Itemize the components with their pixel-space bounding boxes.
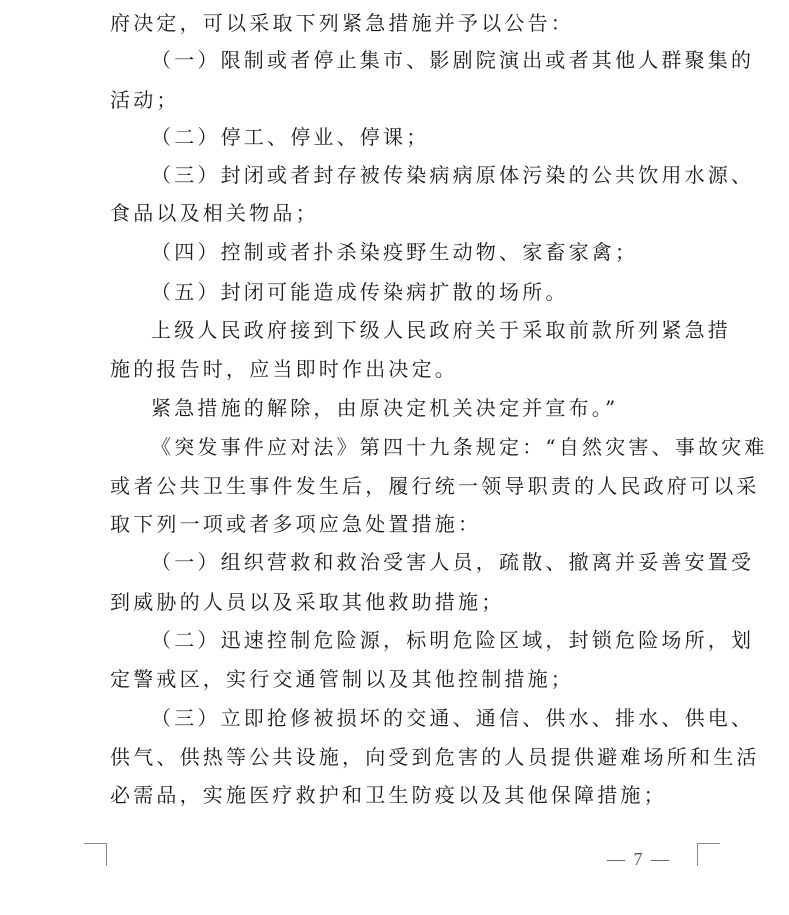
text-line: （二）迅速控制危险源，标明危险区域，封锁危险场所，划 <box>151 628 755 652</box>
text-line: （一）组织营救和救治受害人员，疏散、撤离并妥善安置受 <box>151 550 755 574</box>
text-line: 到威胁的人员以及采取其他救助措施； <box>110 590 505 614</box>
text-line: （二）停工、停业、停课； <box>151 125 430 149</box>
text-line: 供气、供热等公共设施，向受到危害的人员提供避难场所和生活 <box>110 745 760 769</box>
text-line: 府决定，可以采取下列紧急措施并予以公告： <box>110 11 574 35</box>
left-crop-mark <box>84 843 107 866</box>
page-number: — 7 — <box>607 849 671 869</box>
text-line: （三）封闭或者封存被传染病病原体污染的公共饮用水源、 <box>151 163 755 187</box>
text-line: 活动； <box>110 88 180 112</box>
text-line: 定警戒区，实行交通管制以及其他控制措施； <box>110 667 574 691</box>
text-line: （三）立即抢修被损坏的交通、通信、供水、排水、供电、 <box>151 706 755 730</box>
text-line: （一）限制或者停止集市、影剧院演出或者其他人群聚集的 <box>151 48 755 72</box>
text-line: 或者公共卫生事件发生后，履行统一领导职责的人民政府可以采 <box>110 474 760 498</box>
text-line: 施的报告时，应当即时作出决定。 <box>110 357 458 381</box>
text-line: 食品以及相关物品； <box>110 201 319 225</box>
text-line: 紧急措施的解除，由原决定机关决定并宣布。” <box>151 396 619 420</box>
text-line: 取下列一项或者多项应急处置措施： <box>110 512 482 536</box>
text-line: 《突发事件应对法》第四十九条规定：“自然灾害、事故灾难 <box>151 435 768 459</box>
right-crop-mark <box>697 843 720 866</box>
text-line: 上级人民政府接到下级人民政府关于采取前款所列紧急措 <box>151 318 731 342</box>
text-line: 必需品，实施医疗救护和卫生防疫以及其他保障措施； <box>110 783 667 807</box>
text-line: （五）封闭可能造成传染病扩散的场所。 <box>151 280 569 304</box>
text-line: （四）控制或者扑杀染疫野生动物、家畜家禽； <box>151 240 639 264</box>
